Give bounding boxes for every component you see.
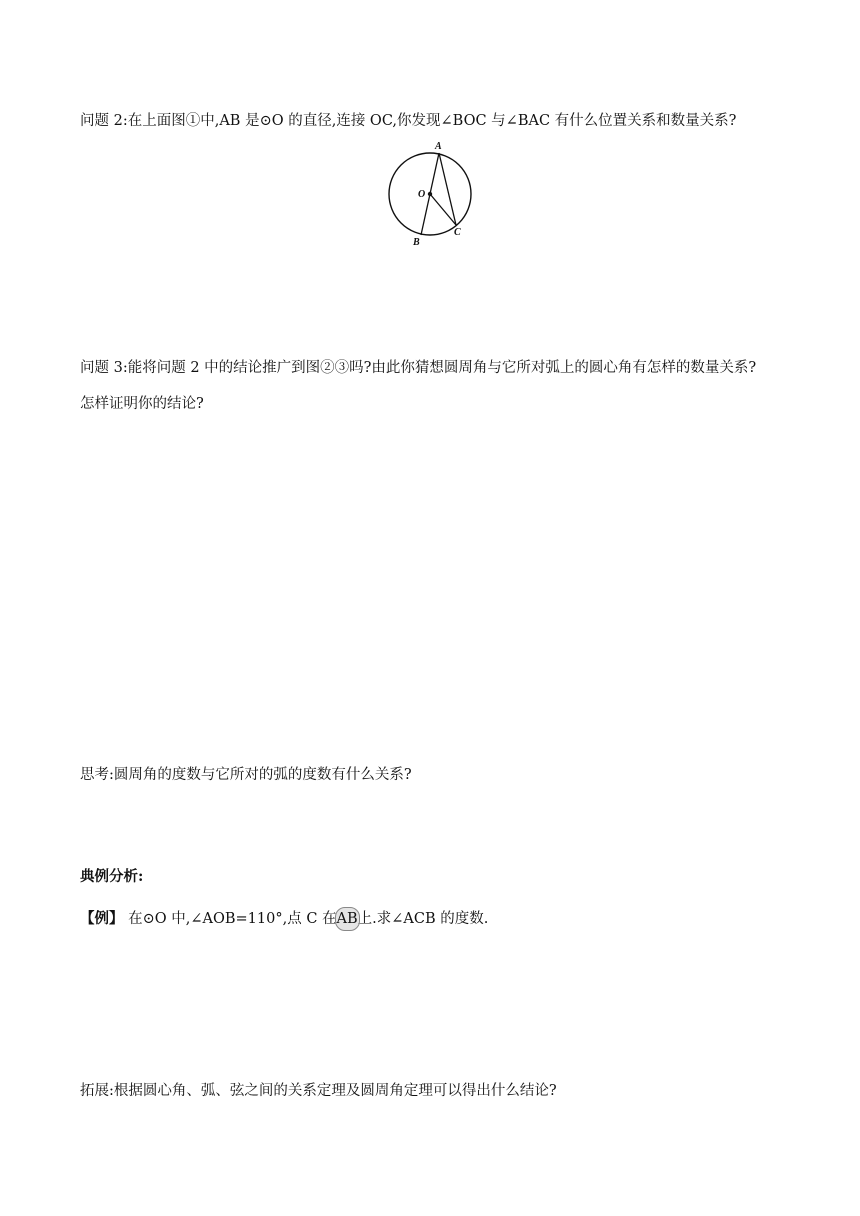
example-tag: 【例】 xyxy=(80,910,124,927)
label-a: A xyxy=(435,141,442,152)
label-o: O xyxy=(418,189,426,200)
center-point xyxy=(428,192,432,196)
arc-ab xyxy=(337,909,358,929)
problem-3-line-1: 问题 3:能将问题 2 中的结论推广到图②③吗?由此你猜想圆周角与它所对弧上的圆心角有怎样的数量关系? xyxy=(80,360,757,376)
label-c: C xyxy=(454,227,461,238)
extension-question: 拓展:根据圆心角、弧、弦之间的关系定理及圆周角定理可以得出什么结论? xyxy=(80,1083,557,1099)
example-text-after: 上.求∠ACB 的度数. xyxy=(357,911,489,927)
think-question: 思考:圆周角的度数与它所对的弧的度数有什么关系? xyxy=(80,767,412,783)
problem-2-text: 问题 2:在上面图①中,AB 是⊙O 的直径,连接 OC,你发现∠BOC 与∠BAC 有什么位置关系和数量关系? xyxy=(80,113,737,129)
label-b: B xyxy=(413,237,420,248)
example-heading: 典例分析: xyxy=(80,868,144,885)
example-text-before: 在⊙O 中,∠AOB=110°,点 C 在 xyxy=(123,911,337,927)
circle-figure xyxy=(370,137,480,252)
arc-ab-label: AB xyxy=(336,911,358,927)
problem-3-line-2: 怎样证明你的结论? xyxy=(80,396,204,412)
example-problem xyxy=(80,909,488,929)
